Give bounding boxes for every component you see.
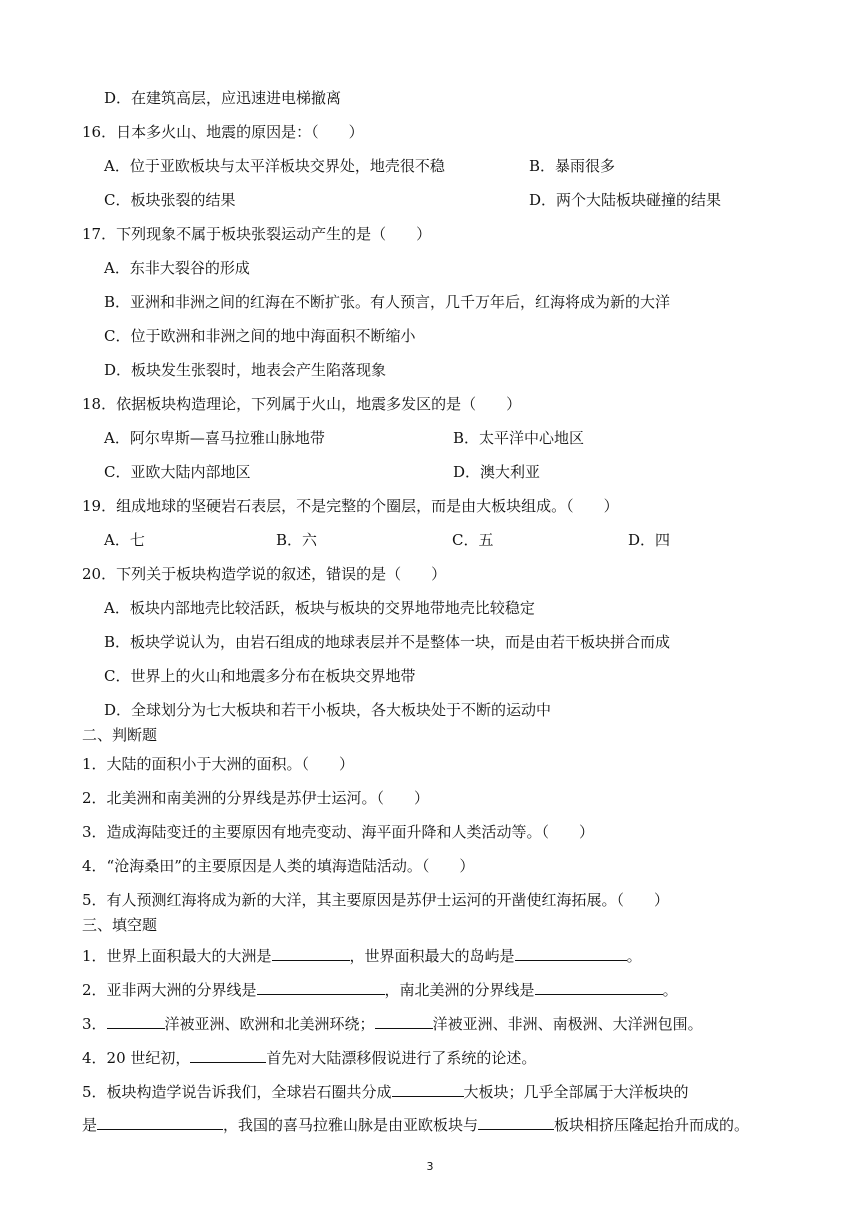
answer-blank[interactable]: [272, 944, 350, 961]
fill-item-4: [82, 1046, 536, 1068]
fill-3-text-a: 3．: [82, 1015, 107, 1033]
fill-5-text-c: 是: [82, 1116, 98, 1134]
q18-stem: 18．依据板块构造理论，下列属于火山，地震多发区的是（ ）: [82, 395, 522, 413]
fill-item-3: [82, 1012, 703, 1034]
fill-1-text-b: ，世界面积最大的岛屿是: [349, 947, 515, 965]
fill-2-text-a: 2．亚非两大洲的分界线是: [82, 981, 257, 999]
answer-blank[interactable]: [478, 1113, 554, 1130]
page-number: 3: [426, 1160, 434, 1173]
answer-blank[interactable]: [190, 1046, 266, 1063]
q18-option-b: B．太平洋中心地区: [453, 429, 585, 447]
q20-option-b: B．板块学说认为，由岩石组成的地球表层并不是整体一块，而是由若干板块拼合而成: [104, 633, 671, 651]
q20-option-a: A．板块内部地壳比较活跃，板块与板块的交界地带地壳比较稳定: [104, 599, 535, 617]
fill-2-text-c: 。: [662, 981, 678, 999]
q19-option-a: A．七: [104, 531, 145, 549]
fill-3-text-b: 洋被亚洲、欧洲和北美洲环绕；: [164, 1015, 375, 1033]
answer-blank[interactable]: [392, 1080, 464, 1097]
tf-item-2: 2．北美洲和南美洲的分界线是苏伊士运河。（ ）: [82, 789, 430, 807]
q15-option-d: D．在建筑高层，应迅速进电梯撤离: [104, 89, 342, 107]
fill-4-text-a: 4．20 世纪初，: [82, 1049, 191, 1067]
fill-5-text-d: ，我国的喜马拉雅山脉是由亚欧板块与: [223, 1116, 479, 1134]
q19-stem: 19．组成地球的坚硬岩石表层，不是完整的个圈层，而是由大板块组成。（ ）: [82, 497, 619, 515]
fill-5-text-a: 5．板块构造学说告诉我们，全球岩石圈共分成: [82, 1083, 392, 1101]
fill-item-5-line-1: [82, 1080, 689, 1102]
q16-option-a: A．位于亚欧板块与太平洋板块交界处，地壳很不稳: [104, 157, 445, 175]
fill-5-text-b: 大板块；几乎全部属于大洋板块的: [463, 1083, 689, 1101]
q18-option-d: D．澳大利亚: [453, 463, 541, 481]
answer-blank[interactable]: [535, 978, 663, 995]
fill-item-2: [82, 978, 678, 1000]
q17-option-d: D．板块发生张裂时，地表会产生陷落现象: [104, 361, 387, 379]
fill-item-1: [82, 944, 642, 966]
answer-blank[interactable]: [97, 1113, 223, 1130]
answer-blank[interactable]: [107, 1012, 165, 1029]
tf-item-3: 3．造成海陆变迁的主要原因有地壳变动、海平面升降和人类活动等。（ ）: [82, 823, 595, 841]
tf-item-1: 1．大陆的面积小于大洲的面积。（ ）: [82, 755, 355, 773]
q17-option-c: C．位于欧洲和非洲之间的地中海面积不断缩小: [104, 327, 416, 345]
q18-option-a: A．阿尔卑斯—喜马拉雅山脉地带: [104, 429, 325, 447]
q18-option-c: C．亚欧大陆内部地区: [104, 463, 251, 481]
q20-option-c: C．世界上的火山和地震多分布在板块交界地带: [104, 667, 416, 685]
q16-option-b: B．暴雨很多: [529, 157, 616, 175]
tf-item-4: 4．“沧海桑田”的主要原因是人类的填海造陆活动。（ ）: [82, 857, 475, 875]
q17-stem: 17．下列现象不属于板块张裂运动产生的是（ ）: [82, 225, 432, 243]
q19-option-d: D．四: [628, 531, 671, 549]
fill-2-text-b: ，南北美洲的分界线是: [384, 981, 535, 999]
fill-3-text-c: 洋被亚洲、非洲、南极洲、大洋洲包围。: [432, 1015, 703, 1033]
fill-heading: 三、填空题: [82, 916, 158, 934]
q17-option-a: A．东非大裂谷的形成: [104, 259, 250, 277]
answer-blank[interactable]: [515, 944, 627, 961]
q16-stem: 16．日本多火山、地震的原因是：（ ）: [82, 123, 364, 141]
answer-blank[interactable]: [375, 1012, 433, 1029]
fill-1-text-a: 1．世界上面积最大的大洲是: [82, 947, 272, 965]
fill-item-5-line-2: [82, 1113, 749, 1135]
fill-1-text-c: 。: [626, 947, 642, 965]
tf-item-5: 5．有人预测红海将成为新的大洋，其主要原因是苏伊士运河的开凿使红海拓展。（ ）: [82, 891, 670, 909]
fill-5-text-e: 板块相挤压隆起抬升而成的。: [554, 1116, 750, 1134]
q16-option-c: C．板块张裂的结果: [104, 191, 236, 209]
q17-option-b: B．亚洲和非洲之间的红海在不断扩张。有人预言，几千万年后，红海将成为新的大洋: [104, 293, 671, 311]
fill-4-text-b: 首先对大陆漂移假说进行了系统的论述。: [266, 1049, 537, 1067]
tf-heading: 二、判断题: [82, 726, 158, 744]
q16-option-d: D．两个大陆板块碰撞的结果: [529, 191, 722, 209]
q20-stem: 20．下列关于板块构造学说的叙述，错误的是（ ）: [82, 565, 447, 583]
q19-option-b: B．六: [276, 531, 318, 549]
q19-option-c: C．五: [452, 531, 494, 549]
answer-blank[interactable]: [257, 978, 385, 995]
q20-option-d: D．全球划分为七大板块和若干小板块，各大板块处于不断的运动中: [104, 701, 552, 719]
